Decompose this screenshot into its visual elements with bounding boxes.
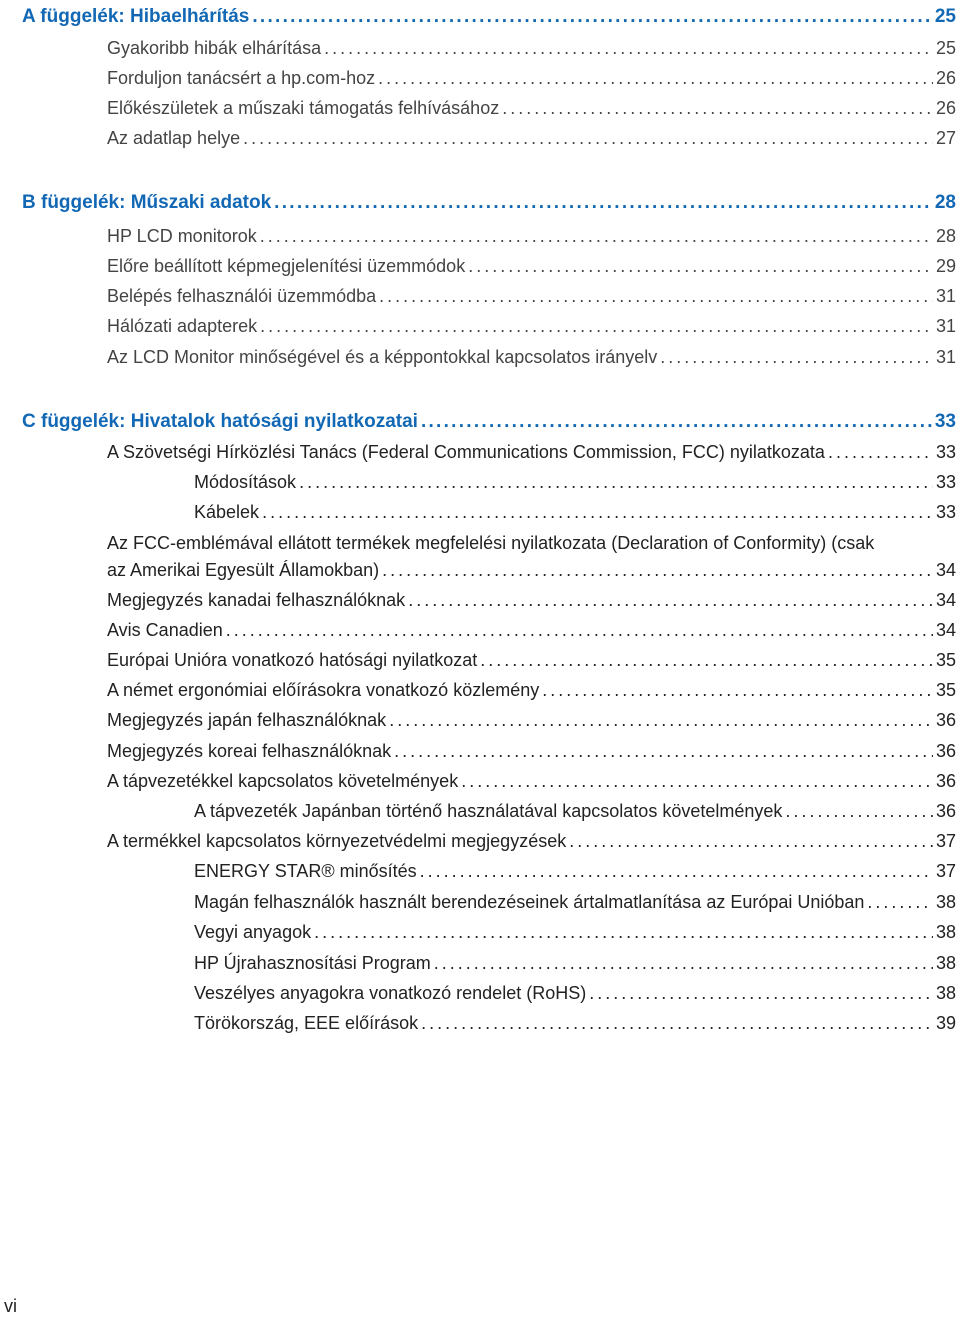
toc-leader-dots (324, 38, 933, 59)
toc-page-number: 37 (935, 861, 956, 881)
toc-page-number: 28 (935, 226, 956, 246)
toc-page-number: 26 (935, 68, 956, 88)
toc-entry[interactable] (107, 650, 956, 671)
toc-heading-appendix-b[interactable] (22, 192, 956, 214)
toc-page-number: 36 (935, 801, 956, 821)
toc-page-number: 28 (934, 192, 956, 213)
toc-page-number: 36 (935, 741, 956, 761)
toc-leader-dots (408, 590, 933, 611)
toc-entry[interactable] (107, 741, 956, 762)
toc-entry-title: Módosítások (194, 472, 297, 492)
toc-leader-dots (502, 98, 933, 119)
toc-entry-title: Magán felhasználók használt berendezéseinek ártalmatlanítása az Európai Unióban (194, 892, 865, 912)
toc-leader-dots (589, 983, 933, 1004)
toc-leader-dots (569, 831, 933, 852)
toc-leader-dots (785, 801, 933, 822)
toc-page-number: 38 (935, 922, 956, 942)
toc-subentry[interactable] (194, 953, 956, 974)
toc-leader-dots (260, 316, 933, 337)
toc-page-number: 34 (935, 560, 956, 580)
toc-entry[interactable] (107, 256, 956, 277)
toc-subentry[interactable] (194, 861, 956, 882)
toc-page-number: 35 (935, 680, 956, 700)
toc-entry[interactable] (107, 226, 956, 247)
toc-leader-dots (262, 502, 933, 523)
toc-page-number: 35 (935, 650, 956, 670)
toc-entry[interactable] (107, 98, 956, 119)
toc-subentry[interactable] (194, 472, 956, 493)
toc-entry-title: Törökország, EEE előírások (194, 1013, 419, 1033)
toc-entry-title: Európai Unióra vonatkozó hatósági nyilatkozat (107, 650, 478, 670)
toc-entry-title: Előkészületek a műszaki támogatás felhívásához (107, 98, 500, 118)
toc-leader-dots (378, 68, 933, 89)
toc-leader-dots (421, 1013, 933, 1034)
toc-entry-title: A tápvezeték Japánban történő használatával kapcsolatos követelmények (194, 801, 783, 821)
toc-page-number: 34 (935, 590, 956, 610)
toc-leader-dots (314, 922, 933, 943)
toc-entry-title: Előre beállított képmegjelenítési üzemmódok (107, 256, 466, 276)
toc-entry-title: A német ergonómiai előírásokra vonatkozó közlemény (107, 680, 540, 700)
footer-page-number: vi (4, 1296, 17, 1316)
toc-leader-dots (394, 741, 933, 762)
toc-entry-title: Az adatlap helye (107, 128, 241, 148)
toc-page-number: 34 (935, 620, 956, 640)
toc-leader-dots (660, 347, 933, 368)
toc-page-number: 33 (935, 442, 956, 462)
toc-entry-title: Megjegyzés kanadai felhasználóknak (107, 590, 406, 610)
toc-page-number: 25 (935, 38, 956, 58)
toc-leader-dots (379, 286, 933, 307)
toc-entry[interactable] (107, 680, 956, 701)
toc-page-number: 38 (935, 953, 956, 973)
toc-leader-dots (226, 620, 933, 641)
toc-entry[interactable] (107, 68, 956, 89)
toc-leader-dots (274, 192, 932, 214)
toc-leader-dots (389, 710, 933, 731)
toc-page-number: 37 (935, 831, 956, 851)
toc-entry-title: Veszélyes anyagokra vonatkozó rendelet (RoHS) (194, 983, 587, 1003)
toc-leader-dots (434, 953, 933, 974)
toc-entry[interactable] (107, 710, 956, 731)
toc-page-number: 26 (935, 98, 956, 118)
toc-page-number: 38 (935, 892, 956, 912)
toc-entry-title: Avis Canadien (107, 620, 223, 640)
toc-entry-title: az Amerikai Egyesült Államokban) (107, 560, 380, 580)
toc-entry[interactable] (107, 316, 956, 337)
toc-entry-title: ENERGY STAR® minősítés (194, 861, 417, 881)
toc-leader-dots (420, 861, 933, 882)
toc-leader-dots (867, 892, 933, 913)
toc-entry[interactable] (107, 560, 956, 581)
toc-leader-dots (461, 771, 933, 792)
toc-subentry[interactable] (194, 922, 956, 943)
toc-page-number: 39 (935, 1013, 956, 1033)
toc-entry-title: Vegyi anyagok (194, 922, 312, 942)
toc-entry[interactable] (107, 286, 956, 307)
toc-entry[interactable] (107, 347, 956, 368)
toc-leader-dots (243, 128, 933, 149)
toc-leader-dots (421, 411, 932, 433)
toc-entry[interactable] (107, 38, 956, 59)
toc-entry-title: Az LCD Monitor minőségével és a képpontokkal kapcsolatos irányelv (107, 347, 658, 367)
toc-leader-dots (252, 6, 932, 28)
toc-entry[interactable] (107, 590, 956, 611)
toc-entry-title: Kábelek (194, 502, 260, 522)
toc-subentry[interactable] (194, 892, 956, 913)
toc-entry-title: A termékkel kapcsolatos környezetvédelmi megjegyzések (107, 831, 567, 851)
toc-subentry[interactable] (194, 801, 956, 822)
toc-page-number: 33 (935, 502, 956, 522)
toc-entry-line-1[interactable]: Az FCC-emblémával ellátott termékek megfelelési nyilatkozata (Declaration of Conformity) (csak (107, 533, 875, 553)
toc-entry[interactable] (107, 128, 956, 149)
toc-page-number: 36 (935, 771, 956, 791)
toc-entry-title: A tápvezetékkel kapcsolatos követelmények (107, 771, 459, 791)
toc-entry-title: Megjegyzés japán felhasználóknak (107, 710, 387, 730)
toc-subentry[interactable] (194, 983, 956, 1004)
toc-page-number: 27 (935, 128, 956, 148)
toc-heading-title: B függelék: Műszaki adatok (22, 192, 272, 213)
toc-page-number: 31 (935, 347, 956, 367)
toc-subentry[interactable] (194, 502, 956, 523)
toc-entry[interactable] (107, 620, 956, 641)
toc-heading-appendix-c[interactable] (22, 411, 956, 433)
toc-page-number: 33 (934, 411, 956, 432)
toc-entry-title: A Szövetségi Hírközlési Tanács (Federal Communications Commission, FCC) nyilatkozata (107, 442, 825, 462)
toc-subentry[interactable] (194, 1013, 956, 1034)
toc-page-number: 31 (935, 316, 956, 336)
toc-page-number: 25 (934, 6, 956, 27)
toc-page-number: 33 (935, 472, 956, 492)
toc-heading-title: C függelék: Hivatalok hatósági nyilatkozatai (22, 411, 418, 432)
toc-entry[interactable] (107, 831, 956, 852)
toc-entry-title: Megjegyzés koreai felhasználóknak (107, 741, 392, 761)
toc-entry-title: Forduljon tanácsért a hp.com-hoz (107, 68, 376, 88)
toc-heading-appendix-a[interactable] (22, 6, 956, 28)
toc-entry-title: HP Újrahasznosítási Program (194, 953, 431, 973)
toc-entry[interactable] (107, 442, 956, 463)
toc-entry-title: Gyakoribb hibák elhárítása (107, 38, 322, 58)
toc-page-number: 36 (935, 710, 956, 730)
toc-leader-dots (480, 650, 933, 671)
toc-page-number: 31 (935, 286, 956, 306)
toc-leader-dots (468, 256, 933, 277)
toc-leader-dots (828, 442, 933, 463)
toc-page-number: 38 (935, 983, 956, 1003)
toc-entry-title: HP LCD monitorok (107, 226, 257, 246)
toc-entry[interactable] (107, 771, 956, 792)
toc-leader-dots (382, 560, 933, 581)
toc-leader-dots (542, 680, 933, 701)
toc-entry-title: Hálózati adapterek (107, 316, 258, 336)
toc-leader-dots (299, 472, 933, 493)
toc-page-number: 29 (935, 256, 956, 276)
toc-heading-title: A függelék: Hibaelhárítás (22, 6, 250, 27)
toc-leader-dots (260, 226, 933, 247)
toc-entry-title: Belépés felhasználói üzemmódba (107, 286, 377, 306)
